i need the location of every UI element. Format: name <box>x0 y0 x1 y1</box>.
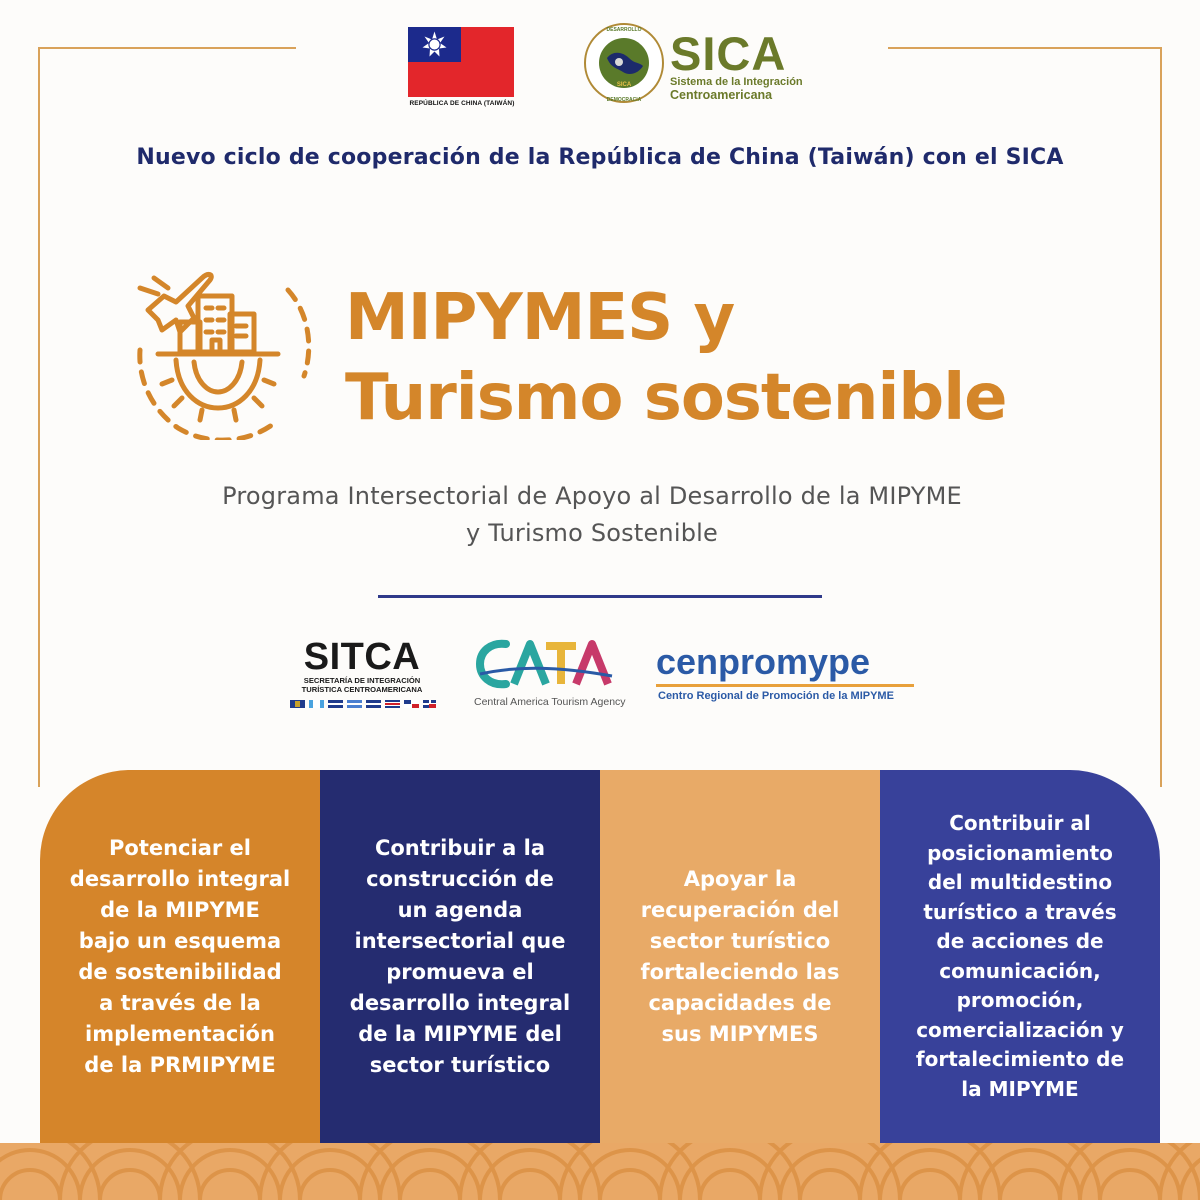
sica-subtitle-line: Sistema de la Integración <box>670 76 803 88</box>
objective-line: comercialización y <box>916 1017 1124 1042</box>
sica-seal-icon <box>583 22 665 104</box>
objective-line: un agenda <box>397 897 523 922</box>
objective-line: implementación <box>85 1021 275 1046</box>
objectives-panel <box>40 770 1160 1143</box>
objective-line: Potenciar el <box>109 835 251 860</box>
taiwan-flag-icon <box>408 27 514 97</box>
sitca-flags-icon <box>290 700 436 708</box>
objective-line: de la MIPYME <box>100 897 260 922</box>
objective-line: sector turístico <box>649 928 831 953</box>
objective-line: Contribuir al <box>949 811 1091 835</box>
objective-line: de la MIPYME del <box>358 1021 562 1046</box>
objective-line: del multidestino <box>927 870 1113 894</box>
objective-line: fortalecimiento de <box>915 1047 1125 1071</box>
objective-line: desarrollo integral <box>69 866 291 891</box>
sica-seal-text-bottom: DEMOCRACIA <box>606 97 642 103</box>
sitca-subtitle-line: SECRETARÍA DE INTEGRACIÓN <box>303 676 421 685</box>
objective-text <box>640 864 839 1050</box>
objective-line: Contribuir a la <box>374 835 546 860</box>
program-subtitle <box>0 478 1184 552</box>
header-title: Nuevo ciclo de cooperación de la República de China (Taiwán) con el SICA <box>136 145 1064 170</box>
objective-line: bajo un esquema <box>78 928 282 953</box>
sica-subtitle <box>670 76 810 102</box>
objective-text <box>70 833 290 1081</box>
objective-card-1 <box>40 770 320 1143</box>
objective-line: de acciones de <box>936 929 1104 953</box>
objective-card-4 <box>880 770 1160 1143</box>
program-subtitle-line: Programa Intersectorial de Apoyo al Desarrollo de la MIPYME <box>222 482 962 510</box>
frame-line-top-right <box>888 47 1162 49</box>
objective-line: comunicación, <box>939 958 1101 983</box>
flag-caption: REPÚBLICA DE CHINA (TAIWÁN) <box>409 100 515 107</box>
main-title-line: MIPYMES y <box>345 281 735 355</box>
objective-line: fortaleciendo las <box>640 959 840 984</box>
objective-card-3 <box>600 770 880 1143</box>
sica-seal-text-top: DESARROLLO <box>606 27 642 33</box>
objective-line: sus MIPYMES <box>661 1021 819 1046</box>
sitca-subtitle-line: TURÍSTICA CENTROAMERICANA <box>301 685 423 694</box>
objective-line: sector turístico <box>369 1052 551 1077</box>
objective-line: la MIPYME <box>961 1076 1079 1101</box>
cata-logo-caption: Central America Tourism Agency <box>474 696 626 708</box>
objective-line: turístico a través <box>923 899 1117 924</box>
objective-line: Apoyar la <box>683 866 797 891</box>
main-title-line: Turismo sostenible <box>345 361 1007 435</box>
sica-subtitle-line: Centroamericana <box>670 88 773 102</box>
sitca-logo-name: SITCA <box>303 636 421 678</box>
objective-card-2 <box>320 770 600 1143</box>
objective-line: promoción, <box>956 988 1084 1012</box>
sitca-logo-subtitle <box>288 676 436 694</box>
objective-line: de la PRMIPYME <box>84 1052 276 1077</box>
objective-line: a través de la <box>99 990 261 1015</box>
objective-text <box>350 833 570 1081</box>
main-title <box>345 278 1007 438</box>
cenpromype-underline-icon <box>656 684 914 688</box>
frame-line-top-left <box>38 47 296 49</box>
wave-pattern-band <box>0 1143 1200 1200</box>
objective-line: promueva el <box>386 959 534 984</box>
objective-line: construcción de <box>366 866 554 891</box>
program-subtitle-line: y Turismo Sostenible <box>466 519 718 547</box>
cenpromype-logo-name: cenpromype <box>656 641 871 682</box>
objective-text <box>916 809 1124 1104</box>
divider <box>378 595 822 598</box>
objective-line: capacidades de <box>648 990 832 1015</box>
objective-line: intersectorial que <box>354 928 566 953</box>
objective-line: desarrollo integral <box>349 990 571 1015</box>
objective-line: recuperación del <box>640 897 840 922</box>
cenpromype-logo-caption: Centro Regional de Promoción de la MIPYME <box>658 690 894 702</box>
sica-seal-text-center: SICA <box>616 82 632 88</box>
tourism-gear-buildings-plane-icon <box>118 250 318 440</box>
sica-name: SICA <box>670 27 787 80</box>
objective-line: posicionamiento <box>927 840 1113 865</box>
cata-logo-icon <box>476 636 616 696</box>
objective-line: de sostenibilidad <box>78 959 282 984</box>
